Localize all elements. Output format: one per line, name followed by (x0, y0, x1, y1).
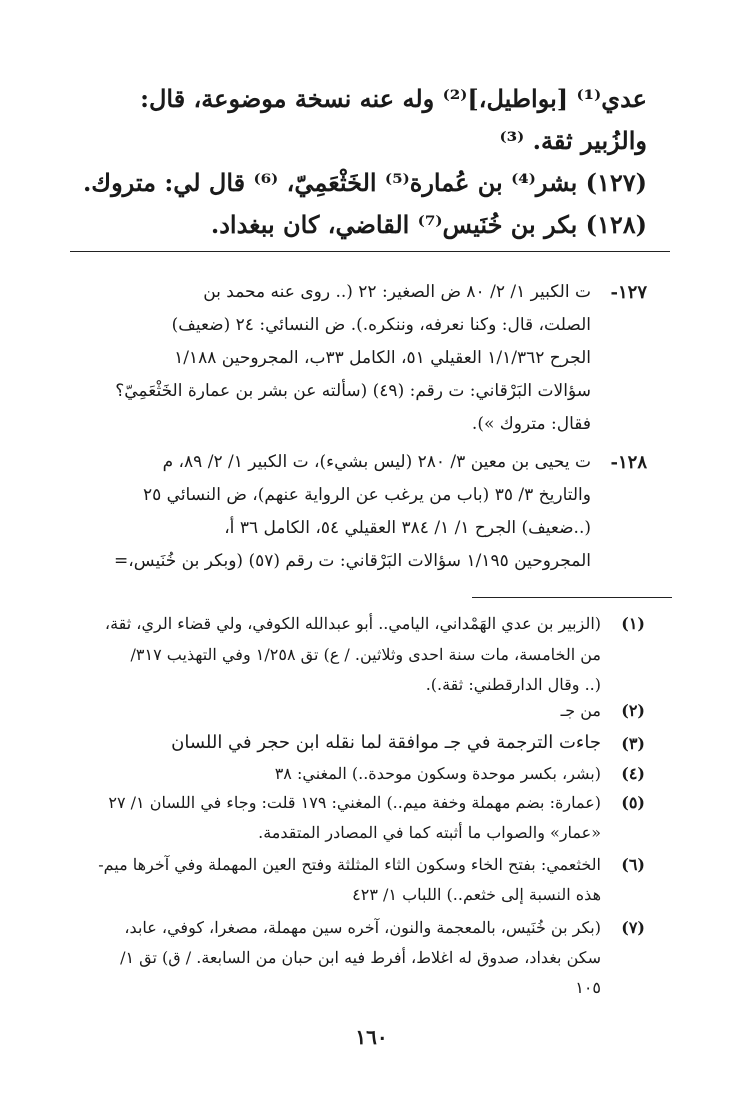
footnote-separator (472, 597, 672, 598)
entry-127: (١٢٧) بشر⁽⁴⁾ بن عُمارة⁽⁵⁾ الخَثْعَمِيّ، ⁽⁶⁾ قال لي: متروك. (82, 168, 647, 197)
footnote-number-7: (٧) (621, 918, 645, 937)
note-127-line-4: سؤالات البَرْقاني: ت رقم: (٤٩) (سألته عن بشر بن عمارة الخَثْعَمِيّ؟ (115, 381, 591, 401)
main-line-1: عدي⁽¹⁾ [بواطيل،]⁽²⁾ وله عنه نسخة موضوعة، قال: (140, 84, 647, 113)
footnote-5-line-2: «عمار» والصواب ما أثبته كما في المصادر المتقدمة. (258, 823, 601, 842)
note-128-line-3: (..ضعيف) الجرح ١/ ١/ ٣٨٤ العقيلي ٥٤، الكامل ٣٦ أ، (224, 518, 591, 538)
footnote-6-line-2: هذه النسبة إلى خثعم..) اللباب ١/ ٤٢٣ (352, 885, 601, 904)
note-127-line-3: الجرح ١/١/٣٦٢ العقيلي ٥١، الكامل ٣٣ب، المجروحين ١/١٨٨ (174, 348, 591, 368)
note-128-line-4: المجروحين ١/١٩٥ سؤالات البَرْقاني: ت رقم (٥٧) (وبكر بن خُنَيس،= (114, 551, 591, 571)
footnote-3-line-1: جاءت الترجمة في جـ موافقة لما نقله ابن حجر في اللسان (171, 732, 601, 753)
footnote-number-5: (٥) (621, 793, 645, 812)
page-number: ١٦٠ (355, 1025, 388, 1049)
note-127-line-2: الصلت، قال: وكنا نعرفه، وننكره.). ض النسائي: ٢٤ (ضعيف) (171, 315, 591, 335)
footnote-7-line-1: (بكر بن خُنَيس، بالمعجمة والنون، آخره سين مهملة، مصغرا، كوفي، عابد، (124, 918, 601, 937)
note-127-line-1: ت الكبير ١/ ٢/ ٨٠ ض الصغير: ٢٢ (.. روى عنه محمد بن (203, 282, 591, 302)
note-128-line-2: والتاريخ ٣/ ٣٥ (باب من يرغب عن الرواية عنهم)، ض النسائي ٢٥ (142, 485, 591, 505)
footnote-7-line-3: ١٠٥ (575, 978, 601, 997)
note-128-line-1: ت يحيى بن معين ٣/ ٢٨٠ (ليس بشيء)، ت الكبير ١/ ٢/ ٨٩، م (162, 452, 591, 472)
note-127-line-5: فقال: متروك »). (471, 414, 591, 434)
footnote-1-line-2: من الخامسة، مات سنة احدى وثلاثين. / ع) تق ١/٢٥٨ وفي التهذيب ٣١٧/ (130, 645, 601, 664)
main-line-2: والزُبير ثقة. ⁽³⁾ (499, 126, 647, 155)
entry-128: (١٢٨) بكر بن خُنَيس⁽⁷⁾ القاضي، كان ببغداد. (210, 210, 647, 239)
footnote-number-2: (٢) (621, 701, 645, 720)
footnote-5-line-1: (عمارة: بضم مهملة وخفة ميم..) المغني: ١٧٩ قلت: وجاء في اللسان ١/ ٢٧ (108, 793, 601, 812)
footnote-2-line-1: من جـ (560, 701, 601, 720)
footnote-7-line-2: سكن بغداد، صدوق له اغلاط، أفرط فيه ابن حبان من السابعة. / ق) تق ١/ (120, 948, 601, 967)
footnote-number-6: (٦) (621, 855, 645, 874)
footnote-6-line-1: الخثعمي: بفتح الخاء وسكون الثاء المثلثة وفتح العين المهملة وفي آخرها ميم- (98, 855, 601, 874)
footnote-number-1: (١) (621, 614, 645, 633)
footnote-1-line-1: (الزبير بن عدي الهَمْداني، اليامي.. أبو عبدالله الكوفي، ولي قضاء الري، ثقة، (104, 614, 601, 633)
footnote-number-3: (٣) (621, 734, 645, 753)
note-number-127: ١٢٧- (610, 282, 647, 303)
main-separator (70, 251, 670, 252)
footnote-number-4: (٤) (621, 764, 645, 783)
note-number-128: ١٢٨- (610, 452, 647, 473)
footnote-4-line-1: (بشر، بكسر موحدة وسكون موحدة..) المغني: ٣٨ (274, 764, 601, 783)
footnote-1-line-3: (.. وقال الدارقطني: ثقة.). (425, 675, 601, 694)
